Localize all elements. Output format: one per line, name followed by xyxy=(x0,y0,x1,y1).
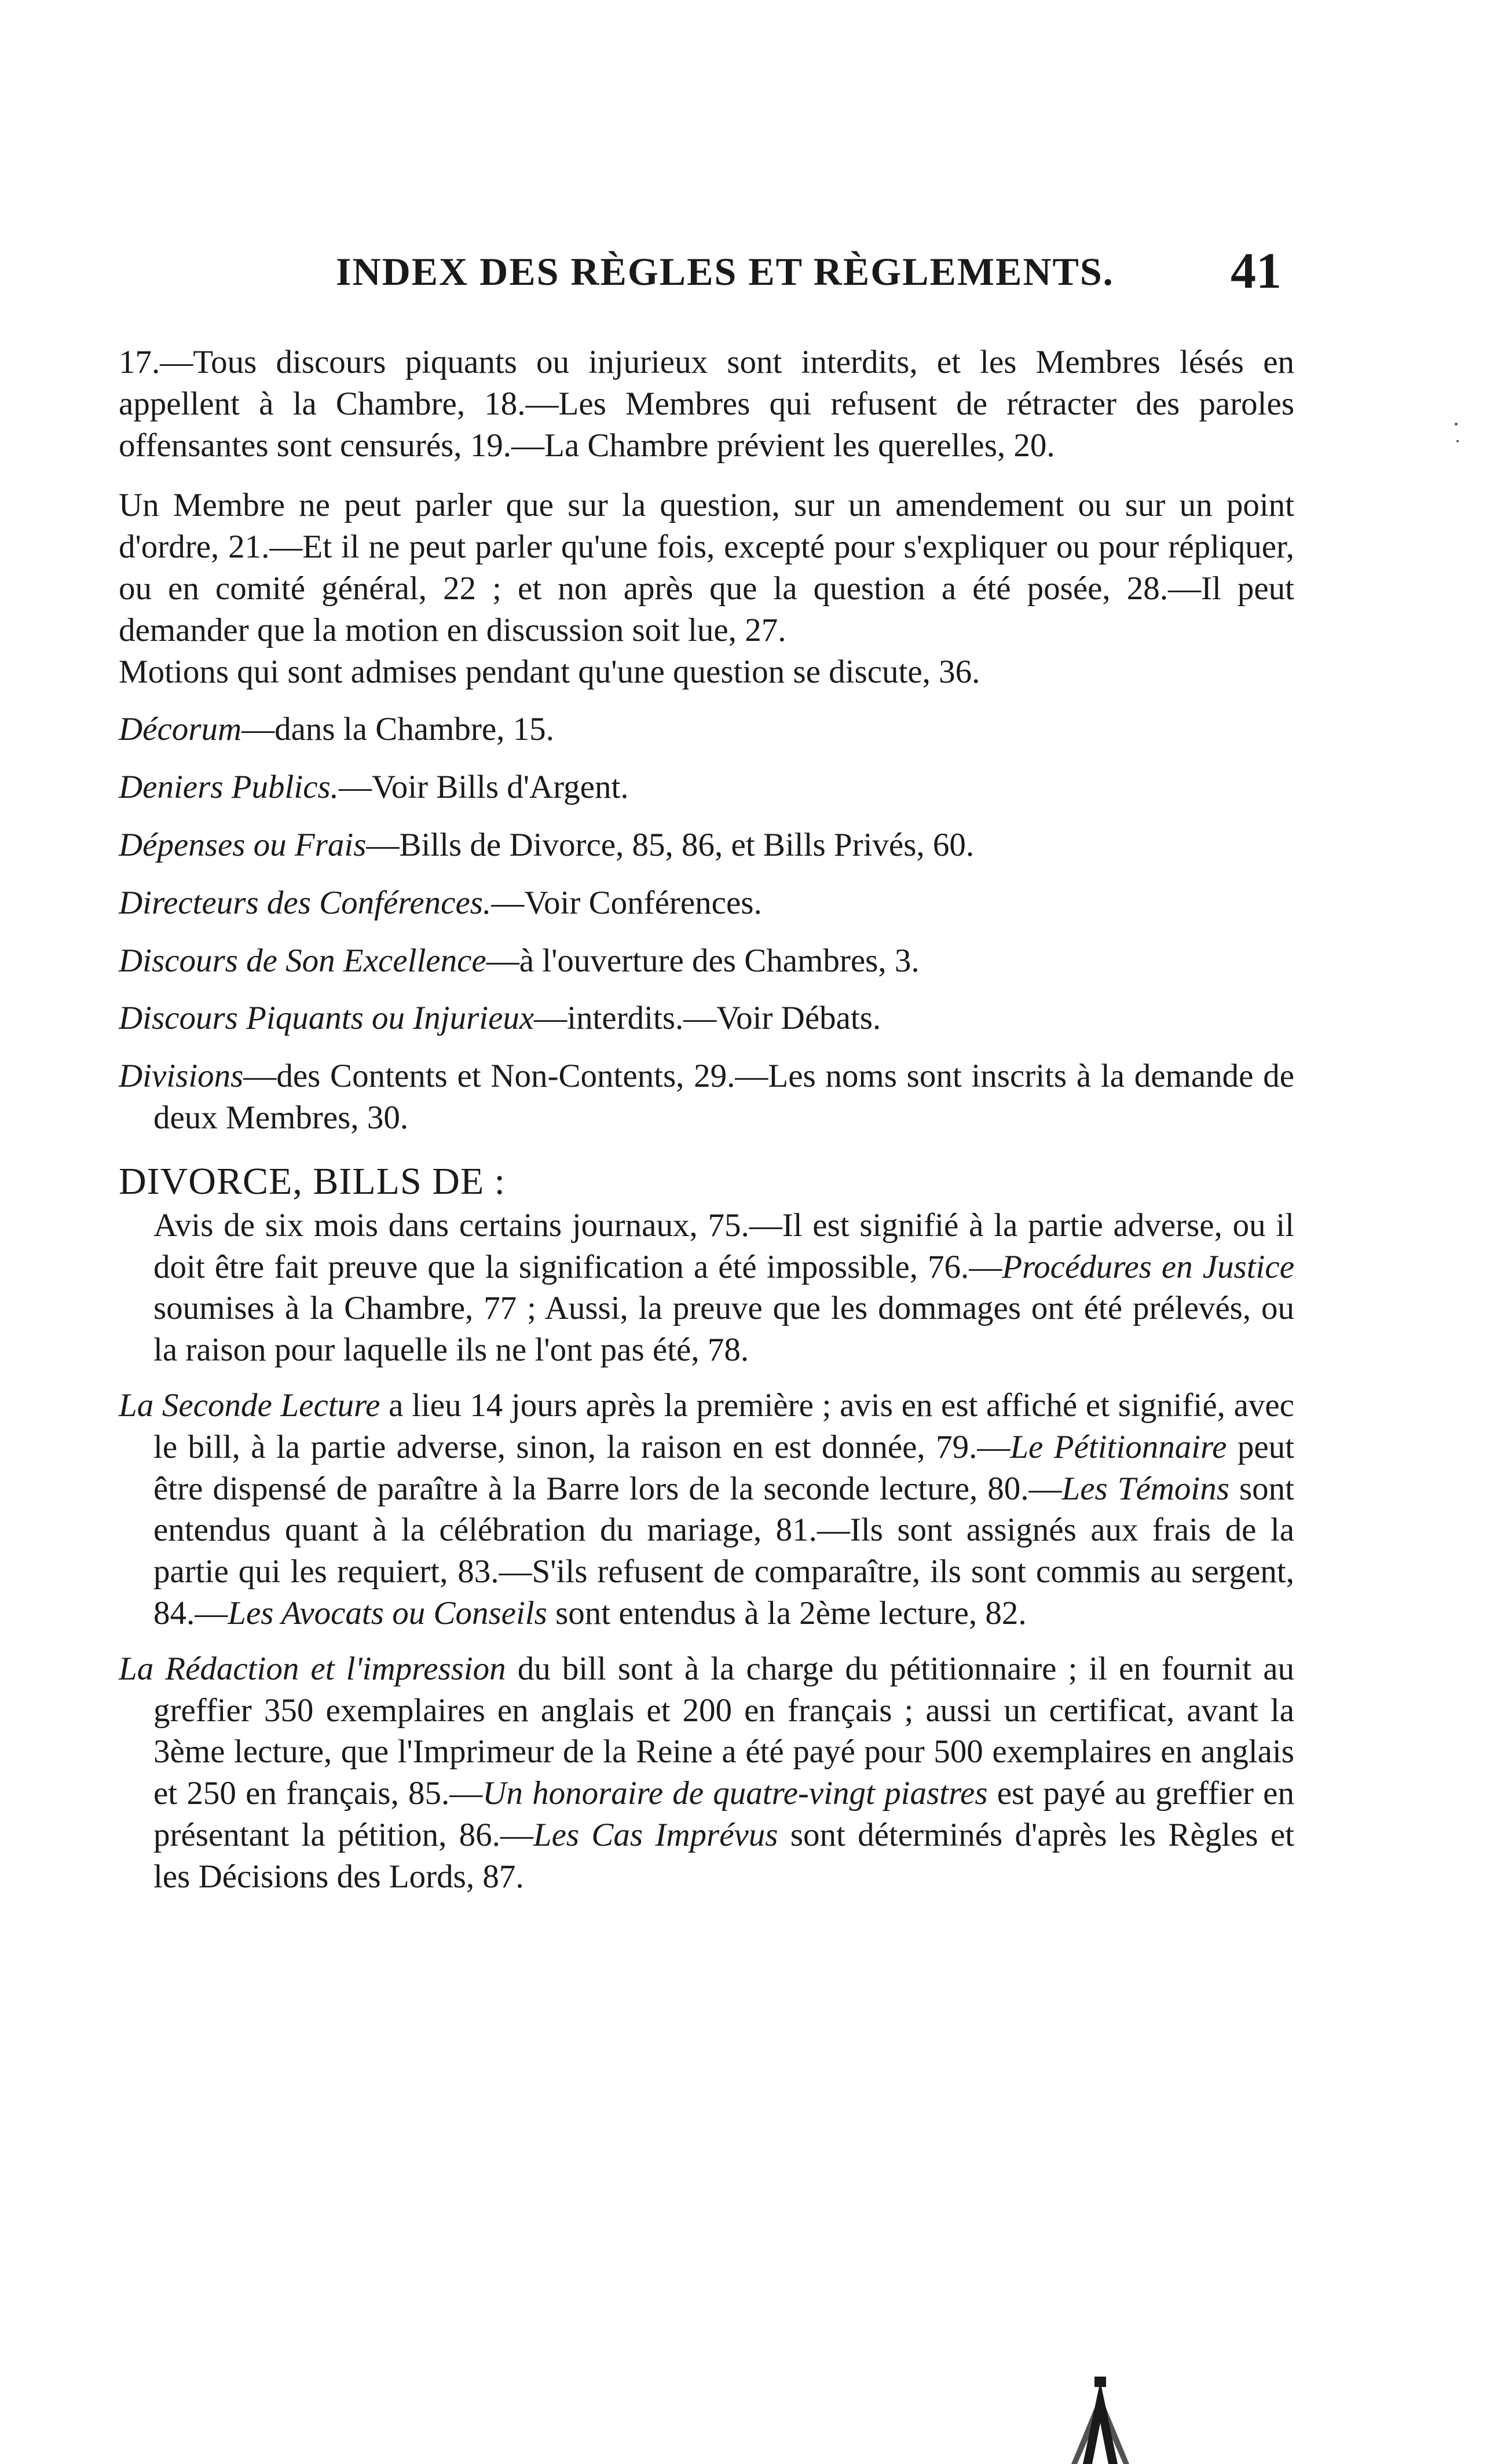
text-run: peut être dispensé de paraître à la Barre lors de la seconde lecture, 80.— xyxy=(153,1428,1294,1507)
running-title: INDEX DES RÈGLES ET RÈGLEMENTS. xyxy=(336,250,1114,294)
debates-continuation-paragraph: 17.—Tous discours piquants ou injurieux sont interdits, et les Membres lésés en appellent à la Chambre, 18.—Les Membres qui refusent de rétracter des paroles offensantes sont censurés, 19.—La Chambre prévient les querelles, 20. xyxy=(119,344,1294,464)
entry-text: —Voir Bills d'Argent. xyxy=(338,769,629,806)
italic-term: Procédures en Justice xyxy=(1002,1248,1294,1285)
entry-heading: Dépenses ou Frais xyxy=(119,826,367,863)
index-entry-depenses xyxy=(119,824,1294,866)
index-entry-directeurs xyxy=(119,882,1294,924)
italic-term: Les Témoins xyxy=(1061,1470,1229,1507)
entry-text: —à l'ouverture des Chambres, 3. xyxy=(486,942,920,979)
italic-term: Les Avocats ou Conseils xyxy=(228,1594,547,1631)
entry-heading: Discours Piquants ou Injurieux xyxy=(119,1000,534,1037)
text-run: sont entendus à la 2ème lecture, 82. xyxy=(547,1594,1027,1631)
entry-text: —Bills de Divorce, 85, 86, et Bills Privés, 60. xyxy=(366,826,975,863)
debates-speaking-rules-paragraph: Un Membre ne peut parler que sur la question, sur un amendement ou sur un point d'ordre, 21.—Et il ne peut parler qu'une fois, excepté pour s'expliquer ou pour répliquer, ou en comité général, 22 ; et non après que la question a été posée, 28.—Il peut demander que la motion en discussion soit lue, 27. xyxy=(119,487,1294,648)
italic-term: La Rédaction et l'impression xyxy=(119,1650,506,1687)
divorce-notice-paragraph xyxy=(119,1205,1294,1371)
italic-term: Le Pétitionnaire xyxy=(1010,1428,1227,1465)
page-number: 41 xyxy=(1231,243,1282,299)
printer-ornament-icon xyxy=(1060,2377,1141,2464)
italic-term: Un honoraire de quatre-vingt piastres xyxy=(482,1775,988,1812)
divorce-printing-paragraph xyxy=(119,1648,1294,1898)
index-entry-divisions xyxy=(119,1055,1294,1139)
entry-text: —des Contents et Non-Contents, 29.—Les noms sont inscrits à la demande de deux Membres, 30. xyxy=(153,1058,1294,1136)
index-entry-decorum xyxy=(119,709,1294,750)
index-entry-deniers-publics xyxy=(119,767,1294,808)
entry-heading: Divisions xyxy=(119,1058,244,1095)
margin-speck xyxy=(1455,423,1458,426)
entry-heading: Décorum xyxy=(119,711,242,748)
text-run: sont entendus quant à la célébration du mariage, 81.—Ils sont assignés aux frais de la partie qui les requiert, 83.—S'ils refusent de comparaître, ils sont commis au sergent, 84.— xyxy=(153,1470,1294,1631)
text-run: soumises à la Chambre, 77 ; Aussi, la preuve que les dommages ont été prélevés, ou la raison pour laquelle ils ne l'ont pas été, 78. xyxy=(153,1290,1294,1369)
section-heading-divorce: DIVORCE, BILLS DE : xyxy=(119,1160,506,1202)
index-body xyxy=(119,342,1294,1898)
entry-heading: Directeurs des Conférences. xyxy=(119,884,492,921)
index-entry-discours-piquants xyxy=(119,998,1294,1039)
page-header xyxy=(0,237,1512,307)
text-run: Avis de six mois dans certains journaux, 75.—Il est signifié à la partie adverse, ou il doit être fait preuve que la signification a été impossible, 76.— xyxy=(153,1207,1294,1285)
entry-text: —Voir Conférences. xyxy=(491,884,762,921)
text-run: est payé au greffier en présentant la pétition, 86.— xyxy=(153,1775,1294,1853)
divorce-second-reading-paragraph xyxy=(119,1385,1294,1634)
entry-heading: Discours de Son Excellence xyxy=(119,942,486,979)
text-run: du bill sont à la charge du pétitionnaire ; il en fournit au greffier 350 exemplaires en anglais et 200 en français ; aussi un certificat, avant la 3ème lecture, que l'Imprimeur de la Reine a été payé pour 500 exemplaires en anglais et 250 en français, 85.— xyxy=(153,1650,1294,1812)
margin-speck xyxy=(1456,440,1459,442)
entry-text: —interdits.—Voir Débats. xyxy=(534,1000,881,1037)
index-entry-discours-excellence xyxy=(119,940,1294,982)
text-run: sont déterminés d'après les Règles et les Décisions des Lords, 87. xyxy=(153,1816,1294,1895)
debates-motions-paragraph: Motions qui sont admises pendant qu'une question se discute, 36. xyxy=(119,653,980,690)
entry-text: —dans la Chambre, 15. xyxy=(241,711,554,748)
entry-heading: Deniers Publics. xyxy=(119,769,339,806)
italic-term: La Seconde Lecture xyxy=(119,1387,380,1424)
italic-term: Les Cas Imprévus xyxy=(533,1816,778,1853)
text-run: a lieu 14 jours après la première ; avis en est affiché et signifié, avec le bill, à la partie adverse, sinon, la raison en est donnée, 79.— xyxy=(153,1387,1294,1465)
